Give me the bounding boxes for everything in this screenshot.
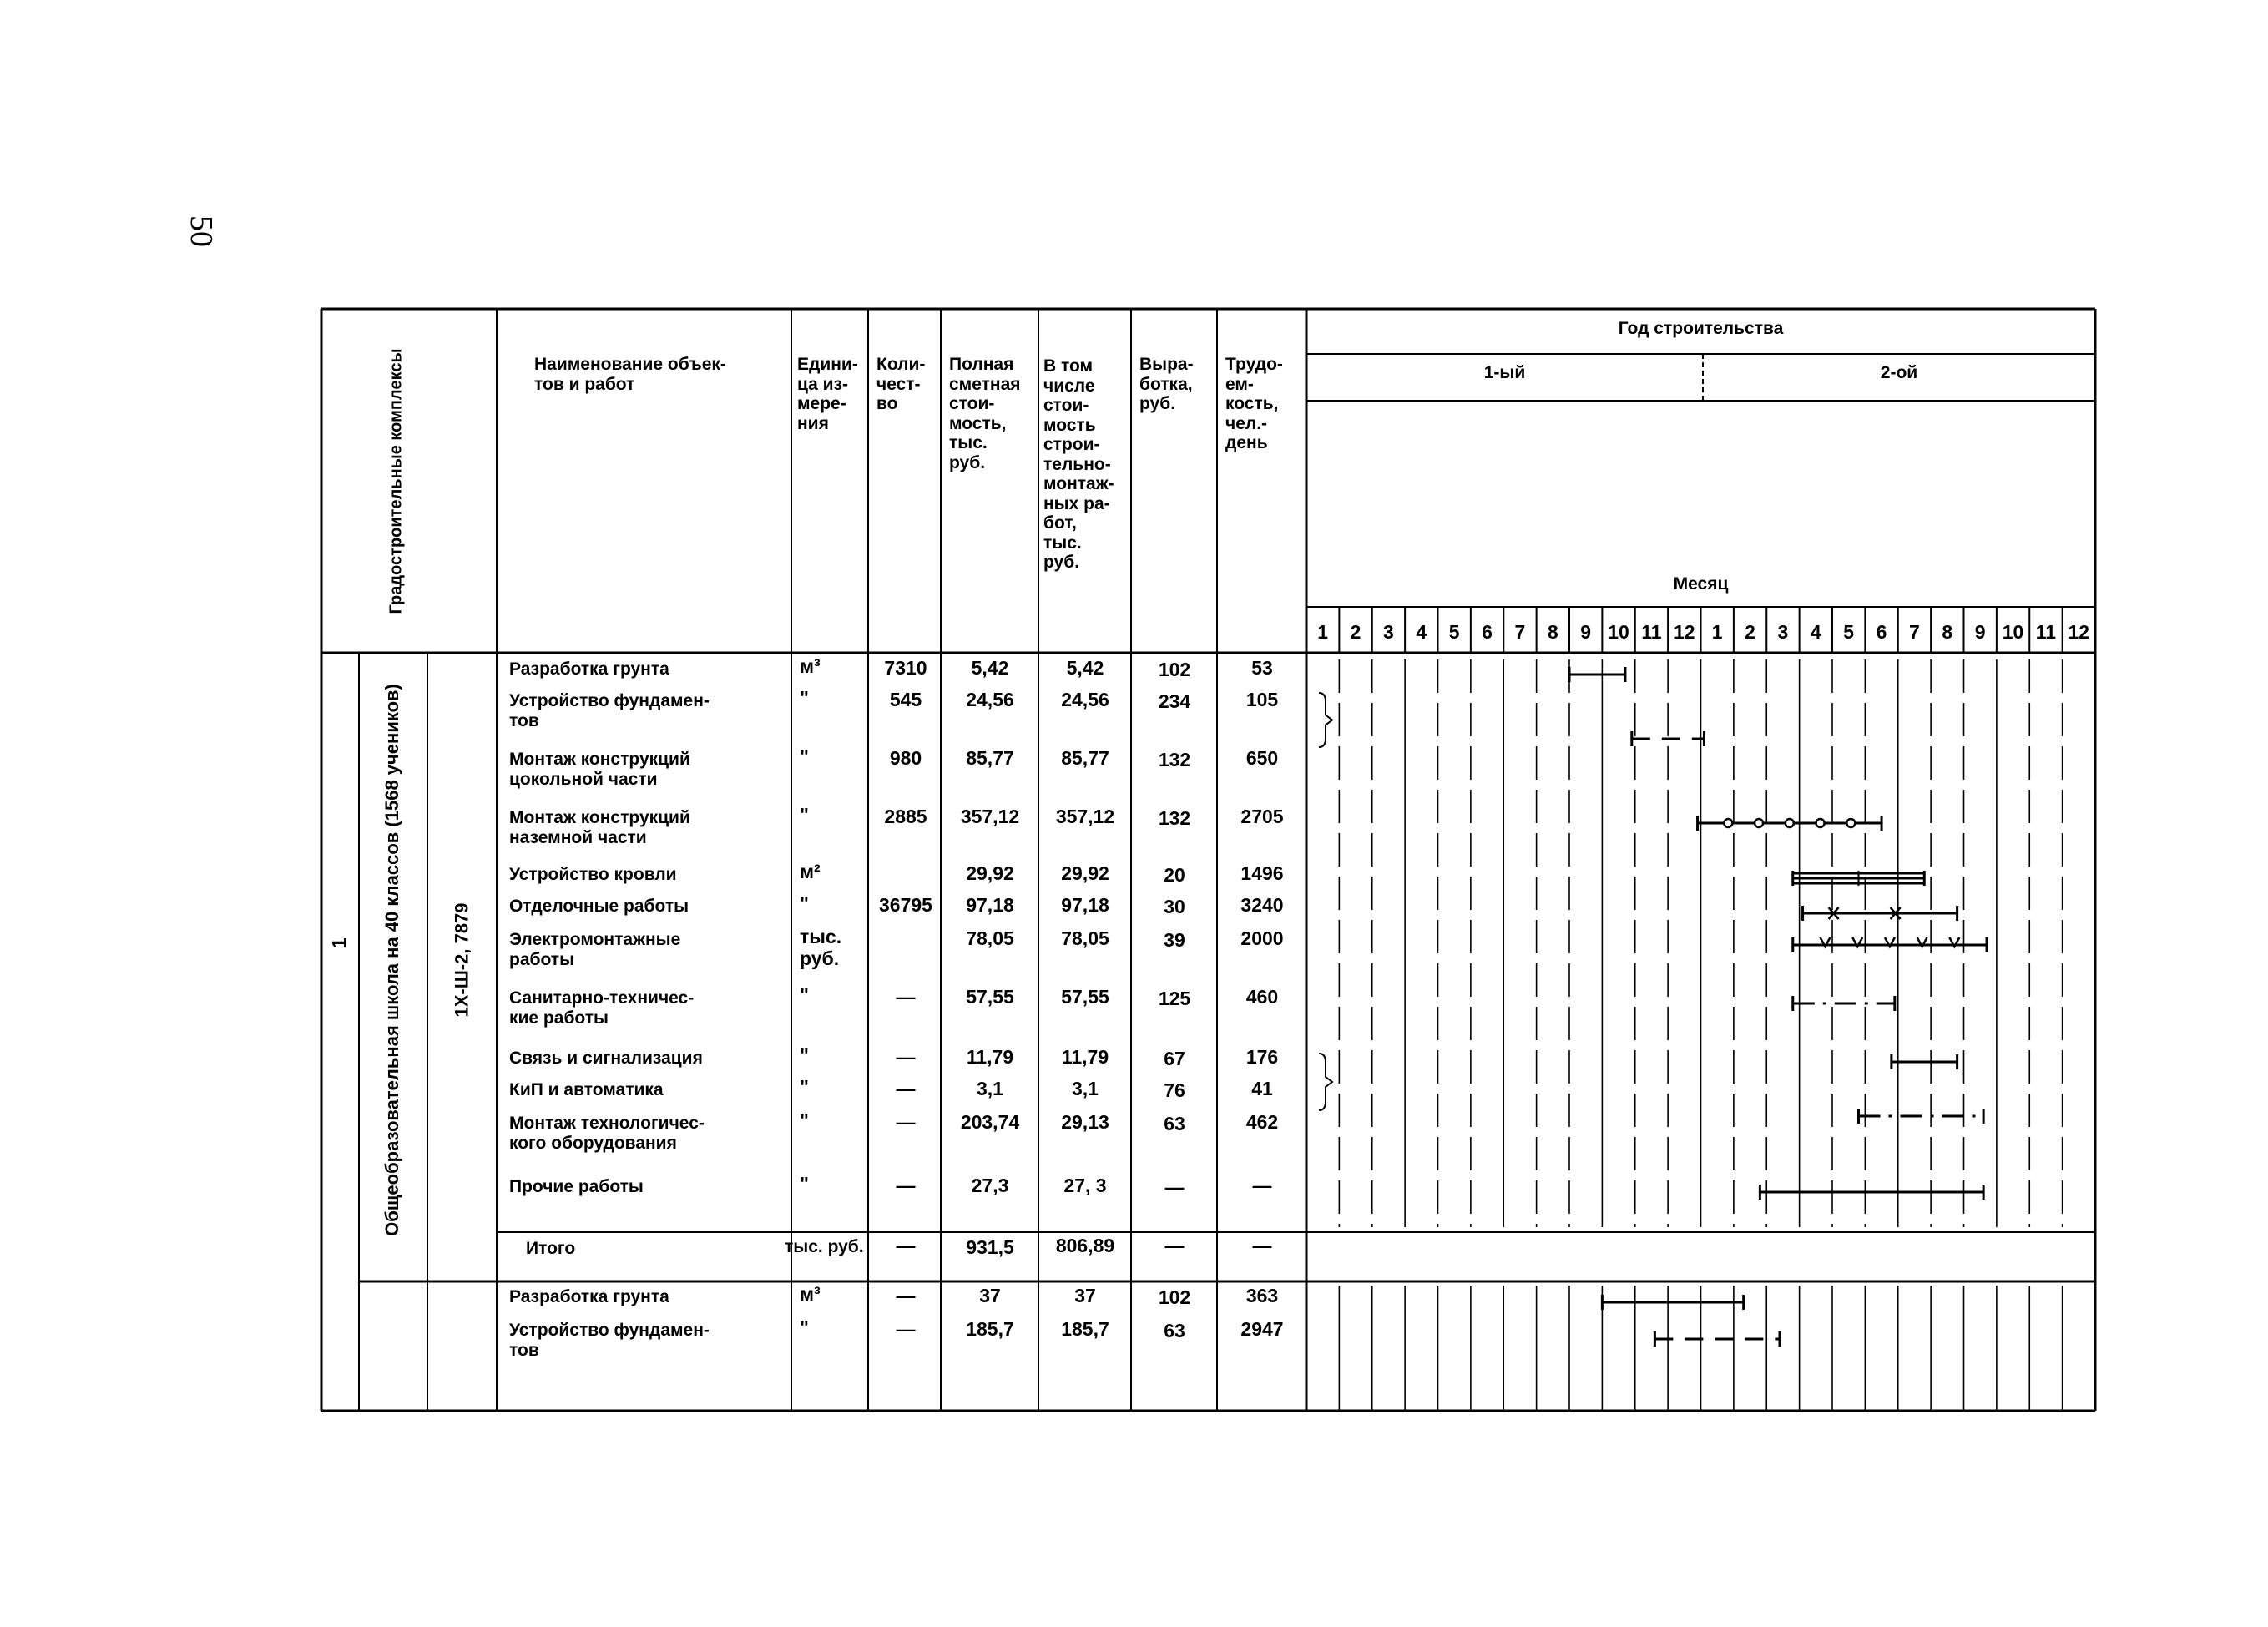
rows-name: Монтаж технологичес- кого оборудования <box>509 1114 705 1153</box>
rows-incl-cost: 27, 3 <box>1063 1175 1107 1196</box>
rows-qty: 2885 <box>884 806 927 827</box>
header-full-cost: Полная сметная стои- мость, тыс. руб. <box>949 355 1021 472</box>
month-label: 9 <box>1974 621 1986 643</box>
rows2-full-cost: 185,7 <box>966 1318 1014 1340</box>
rows-labor: 176 <box>1245 1046 1279 1068</box>
rows-full-cost: 24,56 <box>966 689 1014 710</box>
brace-mark <box>1319 1054 1332 1110</box>
rows2-unit: " <box>800 1316 809 1338</box>
rows-unit: " <box>800 892 809 914</box>
header-labor: Трудо- ем- кость, чел.- день <box>1225 355 1283 453</box>
month-label: 8 <box>1547 621 1558 643</box>
month-label: 4 <box>1416 621 1427 643</box>
header-year2: 2-ой <box>1880 363 1918 382</box>
schedule-bar <box>1760 1185 1983 1200</box>
rows2-name: Разработка грунта <box>509 1287 669 1306</box>
total-incl-cost: 806,89 <box>1055 1235 1115 1256</box>
rows-name: Разработка грунта <box>509 659 669 679</box>
rows-labor: 41 <box>1251 1078 1273 1099</box>
rows-full-cost: 3,1 <box>977 1078 1003 1099</box>
month-label: 5 <box>1843 621 1855 643</box>
rows2-qty: — <box>896 1318 916 1340</box>
schedule-bar <box>1793 996 1895 1011</box>
schedule-bar <box>1859 1109 1984 1124</box>
rows-incl-cost: 5,42 <box>1066 657 1104 679</box>
month-label: 11 <box>2035 621 2057 643</box>
schedule-bar <box>1793 937 1987 952</box>
month-label: 9 <box>1580 621 1592 643</box>
total-labor: — <box>1252 1235 1272 1256</box>
total-full-cost: 931,5 <box>966 1236 1014 1258</box>
rows-name: Прочие работы <box>509 1177 644 1196</box>
rows2-incl-cost: 185,7 <box>1061 1318 1109 1340</box>
month-label: 10 <box>2002 621 2024 643</box>
rows-incl-cost: 97,18 <box>1061 894 1109 916</box>
month-label: 12 <box>1674 621 1695 643</box>
rows-qty: — <box>896 1046 916 1068</box>
rows-labor: 462 <box>1245 1111 1279 1133</box>
rows-name: КиП и автоматика <box>509 1080 664 1099</box>
schedule-bar <box>1569 667 1625 682</box>
month-label: 10 <box>1608 621 1629 643</box>
rows-qty: — <box>896 1111 916 1133</box>
header-incl-cost: В том числе стои- мость строи- тельно- монтаж- ных ра- бот, тыс. руб. <box>1043 356 1114 573</box>
month-label: 6 <box>1482 621 1493 643</box>
rows-labor: 53 <box>1251 657 1273 679</box>
rows-qty: 36795 <box>879 894 932 916</box>
rows-incl-cost: 29,13 <box>1061 1111 1109 1133</box>
rows-output: 30 <box>1164 896 1185 917</box>
rows-labor: 105 <box>1245 689 1279 710</box>
month-label: 7 <box>1514 621 1526 643</box>
schedule-bar <box>1698 816 1882 831</box>
rows2-incl-cost: 37 <box>1074 1285 1096 1306</box>
rows2-name: Устройство фундамен- тов <box>509 1321 710 1360</box>
rows-labor: 2000 <box>1240 927 1284 949</box>
rows-unit: м² <box>800 861 821 882</box>
rows-output: 132 <box>1158 807 1191 829</box>
total-qty: — <box>896 1235 916 1256</box>
rows-unit: " <box>800 804 809 826</box>
rows2-qty: — <box>896 1285 916 1306</box>
month-label: 12 <box>2068 621 2090 643</box>
rows-name: Отделочные работы <box>509 897 689 916</box>
rows-incl-cost: 57,55 <box>1061 986 1109 1008</box>
rows-qty: — <box>896 1175 916 1196</box>
total-name: Итого <box>526 1239 576 1258</box>
rows-unit: " <box>800 1044 809 1066</box>
rows-incl-cost: 29,92 <box>1061 862 1109 884</box>
schedule-bar <box>1793 871 1925 886</box>
rows-full-cost: 57,55 <box>966 986 1014 1008</box>
rows-qty: — <box>896 1078 916 1099</box>
rows-labor: 460 <box>1245 986 1279 1008</box>
rows-full-cost: 97,18 <box>966 894 1014 916</box>
rows-full-cost: 85,77 <box>966 747 1014 769</box>
rows-output: 39 <box>1164 929 1185 951</box>
rows-labor: 3240 <box>1240 894 1284 916</box>
rows-output: 76 <box>1164 1079 1185 1101</box>
rows-full-cost: 357,12 <box>960 806 1020 827</box>
object-name: Общеобразовательная школа на 40 классов (1568 учеников) <box>381 684 402 1236</box>
rows-unit: " <box>800 1109 809 1131</box>
rows-output: 63 <box>1164 1113 1185 1134</box>
header-name: Наименование объек- тов и работ <box>534 355 726 394</box>
rows-incl-cost: 357,12 <box>1055 806 1115 827</box>
rows-qty: 545 <box>889 689 922 710</box>
rows-full-cost: 203,74 <box>960 1111 1020 1133</box>
group-number: 1 <box>328 937 351 949</box>
rows-full-cost: 27,3 <box>971 1175 1009 1196</box>
rows2-unit: м³ <box>800 1283 821 1305</box>
rows-labor: 650 <box>1245 747 1279 769</box>
month-label: 8 <box>1942 621 1953 643</box>
rows-incl-cost: 24,56 <box>1061 689 1109 710</box>
rows-unit: " <box>800 1076 809 1098</box>
month-label: 7 <box>1909 621 1920 643</box>
rows-incl-cost: 11,79 <box>1061 1046 1109 1068</box>
month-label: 2 <box>1350 621 1361 643</box>
rows-labor: — <box>1252 1175 1272 1196</box>
header-year1: 1-ый <box>1483 363 1526 382</box>
project-code: 1Х-Ш-2, 7879 <box>451 902 472 1018</box>
header-complexes: Градостроительные комплексы <box>386 347 406 614</box>
month-label: 4 <box>1810 621 1821 643</box>
total-unit: тыс. руб. <box>785 1237 864 1256</box>
header-output: Выра- ботка, руб. <box>1139 355 1194 414</box>
rows-output: 132 <box>1158 749 1191 771</box>
rows-qty: 7310 <box>884 657 927 679</box>
month-label: 2 <box>1745 621 1755 643</box>
rows-full-cost: 5,42 <box>971 657 1009 679</box>
rows-incl-cost: 85,77 <box>1061 747 1109 769</box>
header-year: Год строительства <box>1618 319 1784 338</box>
rows-unit: " <box>800 687 809 709</box>
rows-name: Электромонтажные работы <box>509 930 681 969</box>
rows-name: Устройство кровли <box>509 865 677 884</box>
rows-output: 20 <box>1164 864 1185 886</box>
rows-name: Монтаж конструкций цокольной части <box>509 750 690 789</box>
brace-mark <box>1319 693 1332 747</box>
rows-unit: " <box>800 984 809 1006</box>
rows-qty: — <box>896 986 916 1008</box>
rows-unit: м³ <box>800 655 821 677</box>
rows-output: 67 <box>1164 1048 1185 1069</box>
rows2-output: 102 <box>1158 1286 1191 1308</box>
rows-labor: 2705 <box>1240 806 1284 827</box>
rows-incl-cost: 3,1 <box>1072 1078 1099 1099</box>
rows-unit: " <box>800 745 809 767</box>
rows-name: Санитарно-техничес- кие работы <box>509 988 695 1028</box>
schedule-bar <box>1602 1295 1743 1310</box>
rows-incl-cost: 78,05 <box>1061 927 1109 949</box>
rows2-labor: 363 <box>1245 1285 1279 1306</box>
rows-qty: 980 <box>889 747 922 769</box>
rows-unit: тыс. руб. <box>800 926 842 969</box>
month-label: 1 <box>1317 621 1329 643</box>
header-unit: Едини- ца из- мере- ния <box>797 355 858 433</box>
rows-output: 102 <box>1158 659 1191 680</box>
total-output: — <box>1164 1235 1185 1256</box>
rows-output: 234 <box>1158 690 1191 712</box>
schedule-bar <box>1654 1331 1780 1347</box>
rows-full-cost: 29,92 <box>966 862 1014 884</box>
month-label: 11 <box>1641 621 1662 643</box>
month-label: 1 <box>1711 621 1723 643</box>
header-month: Месяц <box>1673 574 1729 594</box>
rows2-labor: 2947 <box>1240 1318 1284 1340</box>
rows2-output: 63 <box>1164 1320 1185 1342</box>
rows-full-cost: 78,05 <box>966 927 1014 949</box>
rows-unit: " <box>800 1173 809 1195</box>
rows-full-cost: 11,79 <box>966 1046 1014 1068</box>
schedule-bar <box>1803 906 1957 921</box>
month-label: 5 <box>1448 621 1460 643</box>
header-quantity: Коли- чест- во <box>876 355 926 414</box>
rows-name: Устройство фундамен- тов <box>509 691 710 730</box>
month-label: 3 <box>1383 621 1394 643</box>
rows2-full-cost: 37 <box>979 1285 1001 1306</box>
rows-labor: 1496 <box>1240 862 1284 884</box>
schedule-bar <box>1892 1054 1957 1069</box>
month-label: 3 <box>1777 621 1789 643</box>
rows-output: — <box>1164 1176 1185 1198</box>
rows-output: 125 <box>1158 988 1191 1009</box>
month-label: 6 <box>1876 621 1887 643</box>
rows-name: Связь и сигнализация <box>509 1048 703 1068</box>
page-number: 50 <box>184 215 219 247</box>
rows-name: Монтаж конструкций наземной части <box>509 808 690 847</box>
